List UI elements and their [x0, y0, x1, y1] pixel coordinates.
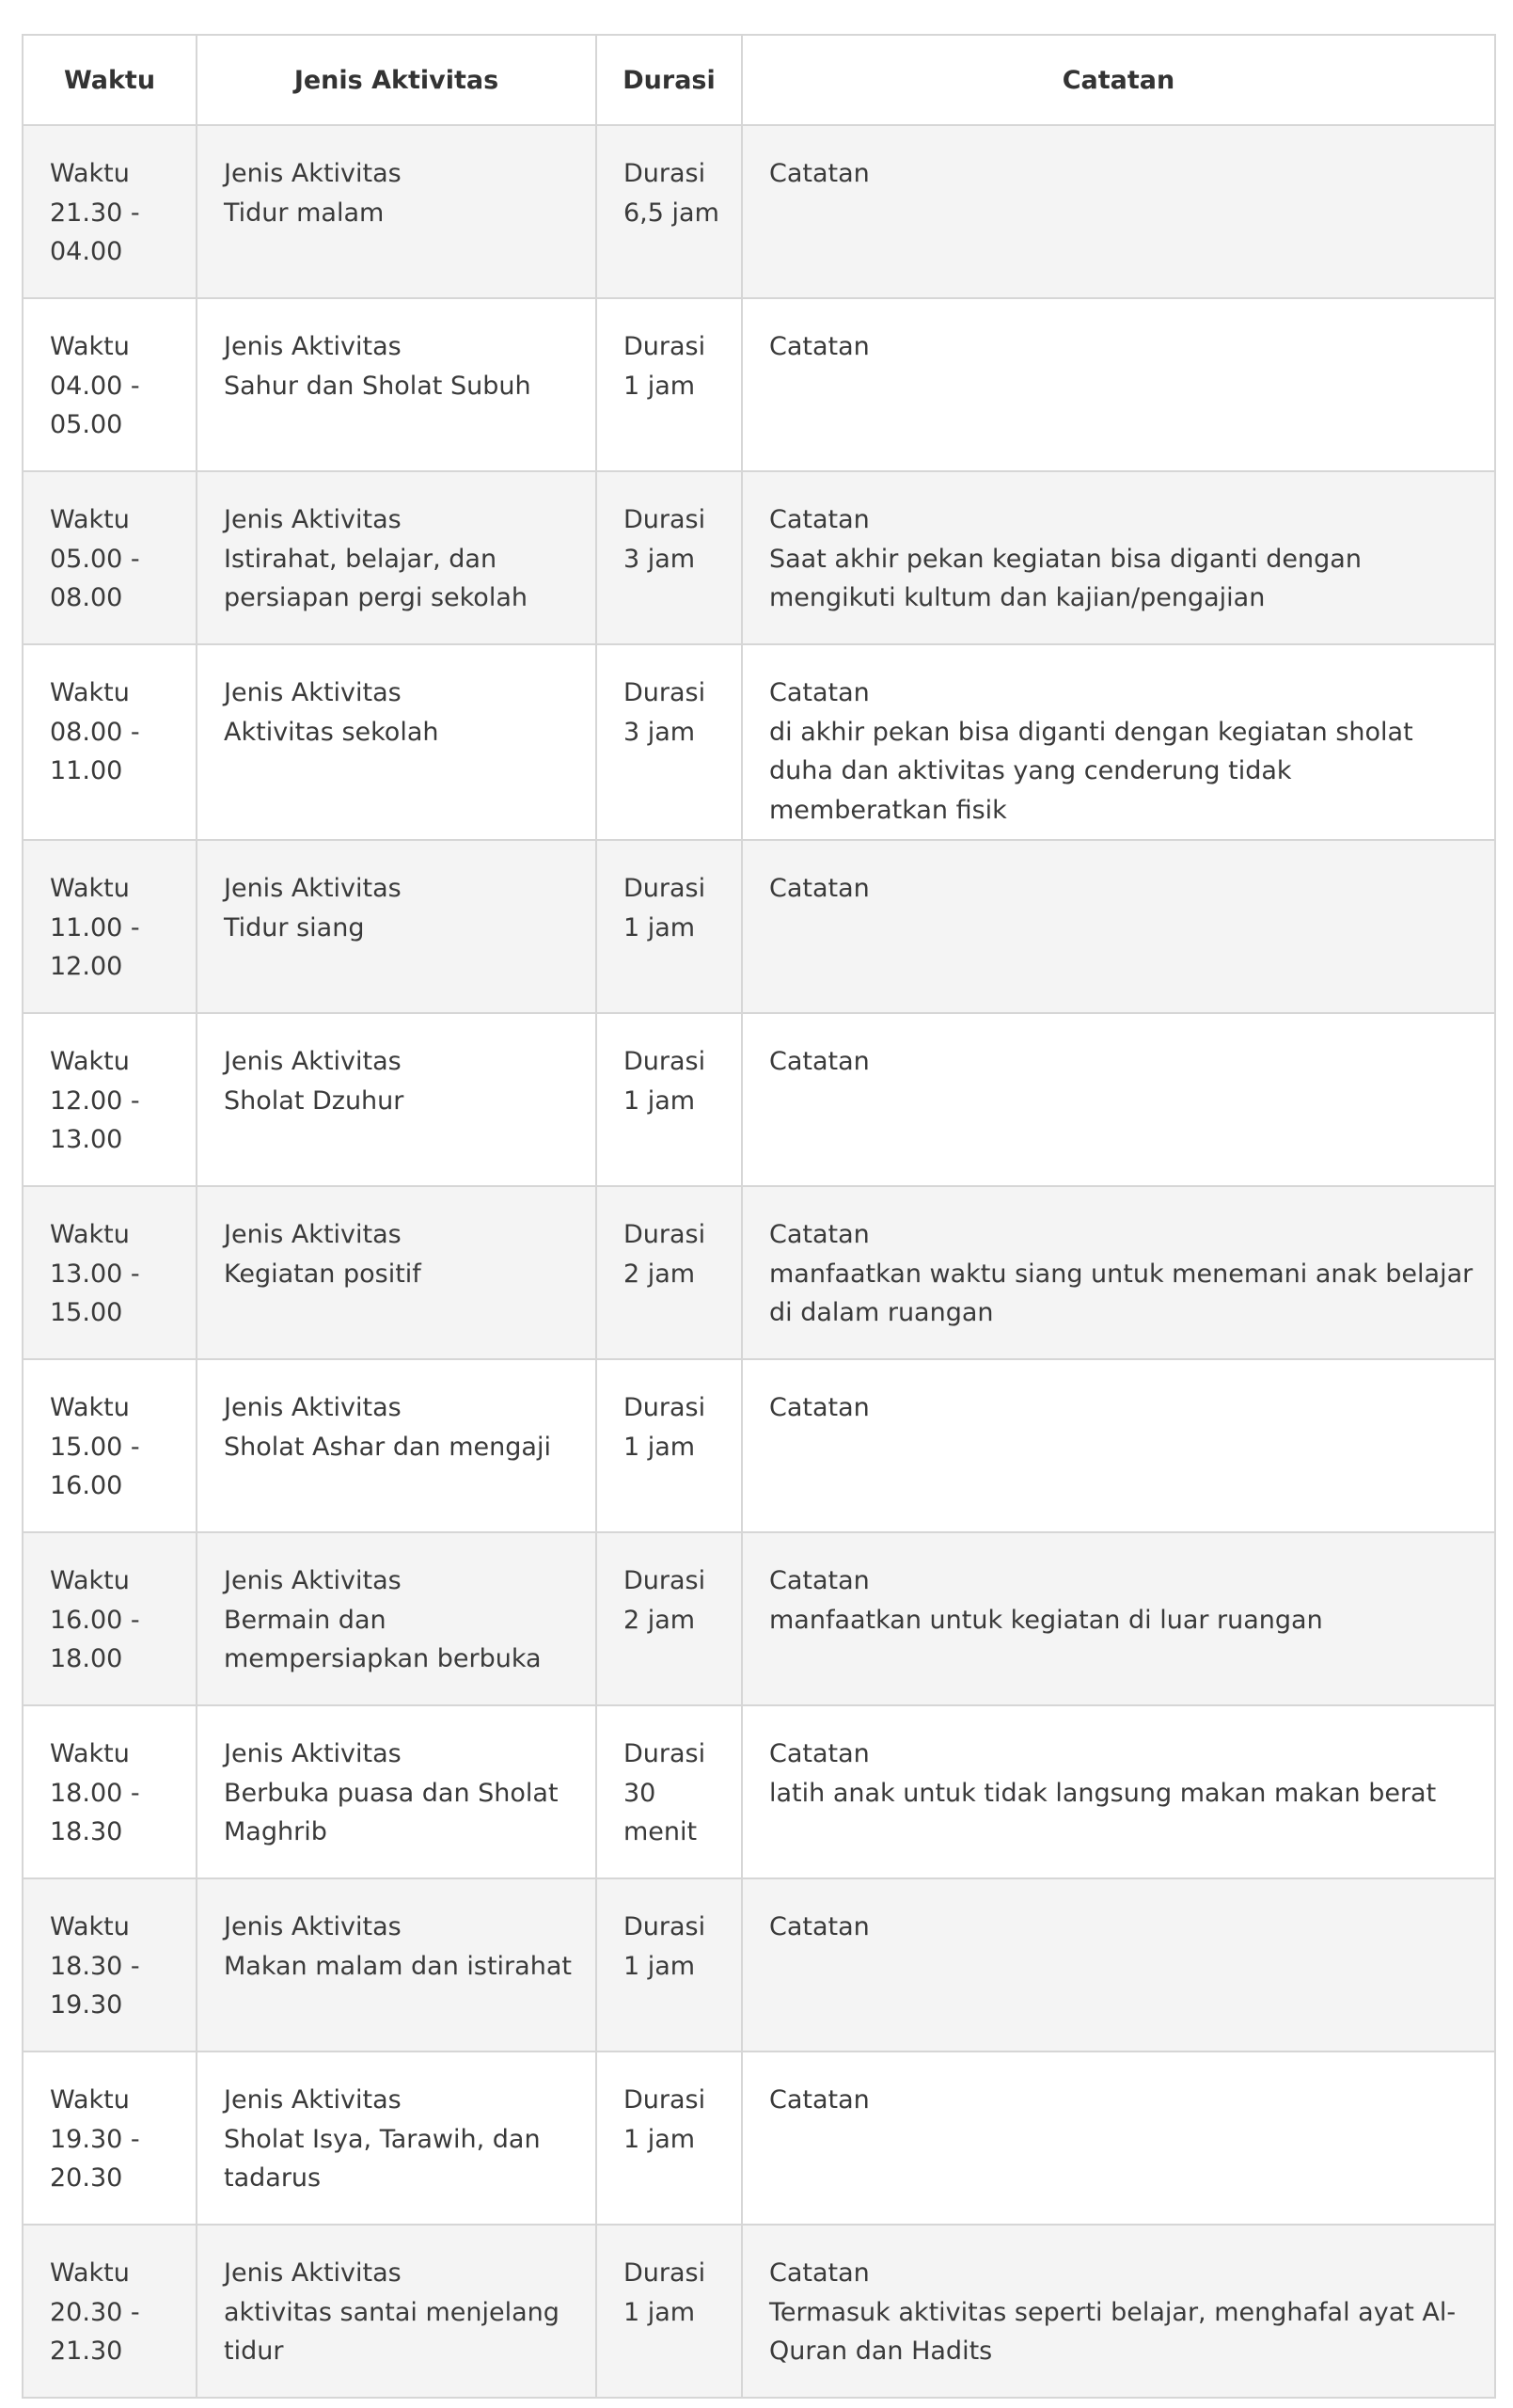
cell-catatan-label: Catatan — [769, 1220, 870, 1249]
cell-jenis-aktivitas-value: Sholat Ashar dan mengaji — [224, 1432, 551, 1462]
cell-waktu-value: 16.00 - 18.00 — [50, 1605, 140, 1673]
cell-durasi-label: Durasi — [623, 1220, 706, 1249]
cell-waktu-label: Waktu — [50, 1912, 130, 1941]
table-row — [23, 644, 1495, 840]
cell-jenis-aktivitas-label: Jenis Aktivitas — [224, 1566, 402, 1595]
cell-durasi-label: Durasi — [623, 332, 706, 361]
cell-durasi — [596, 1878, 742, 2052]
cell-durasi-value: 6,5 jam — [623, 198, 719, 228]
cell-jenis-aktivitas — [197, 1013, 596, 1186]
cell-waktu — [23, 1532, 197, 1705]
cell-durasi — [596, 644, 742, 840]
table-row — [23, 1359, 1495, 1532]
cell-waktu-value: 08.00 - 11.00 — [50, 717, 140, 785]
cell-waktu-value: 18.00 - 18.30 — [50, 1778, 140, 1846]
cell-jenis-aktivitas-value: Istirahat, belajar, dan persiapan pergi sekolah — [224, 544, 528, 612]
cell-waktu — [23, 2052, 197, 2225]
cell-waktu-value: 20.30 - 21.30 — [50, 2297, 140, 2366]
cell-waktu-label: Waktu — [50, 505, 130, 534]
cell-waktu-label: Waktu — [50, 1393, 130, 1422]
cell-catatan-value: Saat akhir pekan kegiatan bisa diganti dengan mengikuti kultum dan kajian/pengajian — [769, 544, 1362, 612]
cell-jenis-aktivitas-value: Sholat Isya, Tarawih, dan tadarus — [224, 2124, 541, 2193]
cell-waktu — [23, 471, 197, 644]
cell-jenis-aktivitas-value: Sholat Dzuhur — [224, 1085, 404, 1116]
schedule-table-container — [22, 34, 1494, 2399]
cell-durasi-value: 1 jam — [623, 1085, 696, 1116]
cell-durasi-label: Durasi — [623, 1393, 706, 1422]
cell-waktu — [23, 2225, 197, 2398]
cell-catatan — [742, 2052, 1495, 2225]
cell-catatan-value: manfaatkan untuk kegiatan di luar ruangan — [769, 1605, 1323, 1635]
cell-durasi — [596, 840, 742, 1013]
cell-waktu-value: 19.30 - 20.30 — [50, 2124, 140, 2193]
cell-catatan — [742, 125, 1495, 298]
cell-jenis-aktivitas-value: Tidur malam — [224, 198, 385, 228]
cell-waktu-label: Waktu — [50, 1739, 130, 1768]
table-row — [23, 125, 1495, 298]
cell-jenis-aktivitas — [197, 1186, 596, 1359]
table-body — [23, 125, 1495, 2398]
cell-waktu-label: Waktu — [50, 332, 130, 361]
cell-waktu-value: 13.00 - 15.00 — [50, 1259, 140, 1327]
cell-catatan — [742, 471, 1495, 644]
cell-jenis-aktivitas-label: Jenis Aktivitas — [224, 2258, 402, 2288]
cell-durasi-value: 3 jam — [623, 544, 696, 574]
cell-catatan-label: Catatan — [769, 1047, 870, 1076]
cell-jenis-aktivitas-label: Jenis Aktivitas — [224, 1047, 402, 1076]
cell-durasi — [596, 125, 742, 298]
cell-jenis-aktivitas — [197, 471, 596, 644]
cell-durasi — [596, 2225, 742, 2398]
cell-catatan — [742, 644, 1495, 840]
cell-catatan — [742, 2225, 1495, 2398]
table-row — [23, 298, 1495, 471]
cell-waktu-label: Waktu — [50, 1220, 130, 1249]
cell-waktu — [23, 1878, 197, 2052]
cell-durasi-value: 3 jam — [623, 717, 696, 747]
cell-catatan-value: Termasuk aktivitas seperti belajar, menghafal ayat Al-Quran dan Hadits — [769, 2297, 1457, 2366]
cell-jenis-aktivitas — [197, 2225, 596, 2398]
cell-jenis-aktivitas-value: Aktivitas sekolah — [224, 717, 439, 747]
cell-catatan-value: di akhir pekan bisa diganti dengan kegiatan sholat duha dan aktivitas yang cenderung tidak memberatkan fisik — [769, 717, 1413, 825]
cell-jenis-aktivitas-value: Berbuka puasa dan Sholat Maghrib — [224, 1778, 559, 1846]
cell-durasi-label: Durasi — [623, 2258, 706, 2288]
header-jenis-aktivitas: Jenis Aktivitas — [197, 35, 596, 125]
cell-durasi-value: 2 jam — [623, 1605, 696, 1635]
cell-durasi-value: 1 jam — [623, 2124, 696, 2154]
cell-durasi — [596, 1359, 742, 1532]
cell-jenis-aktivitas-label: Jenis Aktivitas — [224, 332, 402, 361]
header-catatan: Catatan — [742, 35, 1495, 125]
cell-waktu-value: 04.00 - 05.00 — [50, 371, 140, 439]
table-row — [23, 1186, 1495, 1359]
cell-catatan-value: manfaatkan waktu siang untuk menemani anak belajar di dalam ruangan — [769, 1259, 1474, 1327]
cell-durasi-label: Durasi — [623, 505, 706, 534]
cell-waktu-value: 15.00 - 16.00 — [50, 1432, 140, 1500]
cell-durasi-label: Durasi — [623, 2085, 706, 2115]
cell-durasi — [596, 1186, 742, 1359]
cell-catatan-label: Catatan — [769, 332, 870, 361]
cell-waktu-value: 12.00 - 13.00 — [50, 1085, 140, 1154]
cell-jenis-aktivitas-label: Jenis Aktivitas — [224, 874, 402, 903]
cell-durasi-label: Durasi — [623, 1047, 706, 1076]
cell-jenis-aktivitas — [197, 1878, 596, 2052]
cell-durasi — [596, 1532, 742, 1705]
cell-durasi-value: 2 jam — [623, 1259, 696, 1289]
cell-jenis-aktivitas-value: Kegiatan positif — [224, 1259, 421, 1289]
cell-durasi-label: Durasi — [623, 874, 706, 903]
table-row — [23, 1705, 1495, 1878]
cell-jenis-aktivitas — [197, 1705, 596, 1878]
cell-durasi-value: 1 jam — [623, 1432, 696, 1462]
cell-waktu — [23, 298, 197, 471]
cell-waktu — [23, 644, 197, 840]
cell-catatan — [742, 1013, 1495, 1186]
cell-catatan — [742, 1186, 1495, 1359]
cell-jenis-aktivitas — [197, 1532, 596, 1705]
cell-waktu — [23, 125, 197, 298]
cell-jenis-aktivitas-label: Jenis Aktivitas — [224, 2085, 402, 2115]
cell-catatan — [742, 1705, 1495, 1878]
cell-catatan — [742, 298, 1495, 471]
cell-jenis-aktivitas — [197, 125, 596, 298]
cell-catatan-label: Catatan — [769, 1393, 870, 1422]
cell-waktu-value: 21.30 - 04.00 — [50, 198, 140, 266]
cell-durasi-label: Durasi — [623, 159, 706, 188]
cell-jenis-aktivitas-value: Bermain dan mempersiapkan berbuka — [224, 1605, 542, 1673]
cell-catatan-label: Catatan — [769, 1566, 870, 1595]
cell-waktu — [23, 840, 197, 1013]
cell-waktu-label: Waktu — [50, 1566, 130, 1595]
table-row — [23, 2225, 1495, 2398]
cell-jenis-aktivitas — [197, 840, 596, 1013]
cell-durasi-label: Durasi — [623, 678, 706, 707]
table-row — [23, 840, 1495, 1013]
cell-catatan — [742, 1359, 1495, 1532]
cell-catatan-label: Catatan — [769, 505, 870, 534]
schedule-table — [22, 34, 1496, 2399]
cell-jenis-aktivitas-label: Jenis Aktivitas — [224, 1220, 402, 1249]
cell-durasi — [596, 1705, 742, 1878]
cell-catatan — [742, 1532, 1495, 1705]
cell-waktu-value: 11.00 - 12.00 — [50, 912, 140, 981]
cell-durasi — [596, 2052, 742, 2225]
cell-durasi-label: Durasi — [623, 1739, 706, 1768]
cell-catatan-label: Catatan — [769, 1739, 870, 1768]
cell-waktu — [23, 1705, 197, 1878]
cell-waktu-value: 05.00 - 08.00 — [50, 544, 140, 612]
cell-jenis-aktivitas-label: Jenis Aktivitas — [224, 1393, 402, 1422]
table-row — [23, 1013, 1495, 1186]
cell-jenis-aktivitas — [197, 298, 596, 471]
cell-waktu-label: Waktu — [50, 2258, 130, 2288]
cell-durasi — [596, 471, 742, 644]
cell-catatan-label: Catatan — [769, 2085, 870, 2115]
header-waktu: Waktu — [23, 35, 197, 125]
cell-jenis-aktivitas-value: Tidur siang — [224, 912, 365, 943]
table-row — [23, 1532, 1495, 1705]
cell-jenis-aktivitas-label: Jenis Aktivitas — [224, 1739, 402, 1768]
cell-catatan-label: Catatan — [769, 159, 870, 188]
cell-catatan-label: Catatan — [769, 1912, 870, 1941]
cell-catatan-label: Catatan — [769, 678, 870, 707]
cell-jenis-aktivitas-value: Makan malam dan istirahat — [224, 1951, 572, 1981]
cell-waktu — [23, 1013, 197, 1186]
cell-catatan-label: Catatan — [769, 2258, 870, 2288]
cell-jenis-aktivitas-label: Jenis Aktivitas — [224, 678, 402, 707]
cell-waktu — [23, 1186, 197, 1359]
cell-waktu-label: Waktu — [50, 678, 130, 707]
table-header-row — [23, 35, 1495, 125]
table-row — [23, 2052, 1495, 2225]
cell-jenis-aktivitas-label: Jenis Aktivitas — [224, 1912, 402, 1941]
cell-jenis-aktivitas-value: Sahur dan Sholat Subuh — [224, 371, 531, 401]
cell-durasi-value: 30 menit — [623, 1778, 698, 1846]
cell-jenis-aktivitas-label: Jenis Aktivitas — [224, 505, 402, 534]
table-row — [23, 1878, 1495, 2052]
cell-waktu-label: Waktu — [50, 159, 130, 188]
cell-durasi-label: Durasi — [623, 1566, 706, 1595]
cell-jenis-aktivitas — [197, 2052, 596, 2225]
cell-waktu-label: Waktu — [50, 1047, 130, 1076]
cell-catatan-value: latih anak untuk tidak langsung makan makan berat — [769, 1778, 1437, 1808]
cell-jenis-aktivitas-label: Jenis Aktivitas — [224, 159, 402, 188]
cell-durasi-value: 1 jam — [623, 371, 696, 401]
cell-waktu — [23, 1359, 197, 1532]
cell-catatan-label: Catatan — [769, 874, 870, 903]
cell-durasi-label: Durasi — [623, 1912, 706, 1941]
cell-catatan — [742, 840, 1495, 1013]
cell-durasi-value: 1 jam — [623, 2297, 696, 2327]
cell-durasi — [596, 1013, 742, 1186]
cell-durasi-value: 1 jam — [623, 912, 696, 943]
cell-waktu-label: Waktu — [50, 874, 130, 903]
cell-jenis-aktivitas-value: aktivitas santai menjelang tidur — [224, 2297, 559, 2366]
header-durasi: Durasi — [596, 35, 742, 125]
table-row — [23, 471, 1495, 644]
cell-jenis-aktivitas — [197, 644, 596, 840]
cell-waktu-label: Waktu — [50, 2085, 130, 2115]
cell-durasi — [596, 298, 742, 471]
cell-jenis-aktivitas — [197, 1359, 596, 1532]
cell-catatan — [742, 1878, 1495, 2052]
cell-waktu-value: 18.30 - 19.30 — [50, 1951, 140, 2020]
cell-durasi-value: 1 jam — [623, 1951, 696, 1981]
